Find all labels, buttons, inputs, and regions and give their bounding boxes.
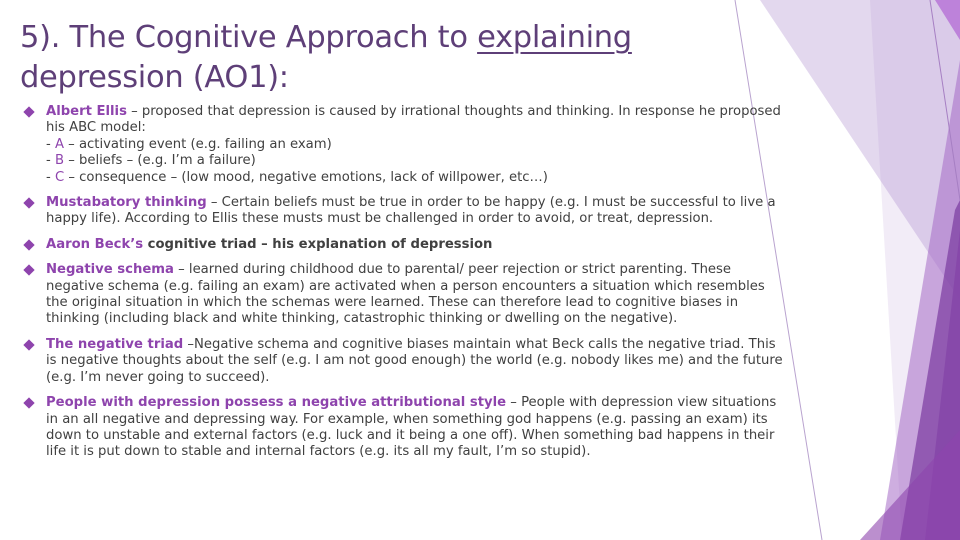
bullet-text: cognitive triad – his explanation of depression xyxy=(143,236,493,252)
bullet-list xyxy=(24,104,784,461)
diamond-bullet-icon xyxy=(23,239,34,250)
abc-letter: A xyxy=(54,136,64,152)
title-part-2: depression (AO1): xyxy=(20,60,289,95)
abc-letter: B xyxy=(54,153,65,169)
bullet-highlight: People with depression possess a negative attributional style xyxy=(46,395,507,411)
bullet-text: – Certain beliefs must be true in order to be happy (e.g. I must be successful to live a happy life). According to Ellis these musts must be challenged in order to avoid, or treat, depression. xyxy=(46,195,776,227)
bullet-text: – learned during childhood due to parental/ peer rejection or strict parenting. These negative schema (e.g. failing an exam) are activated when a person encounters a situation which resembles the original situation in which the schemas were learned. These can therefore lead to cognitive biases in thinking (including black and white thinking, catastrophic thinking or dwelling on the negative). xyxy=(46,262,765,327)
bullet-highlight: Negative schema xyxy=(46,262,174,278)
diamond-bullet-icon xyxy=(23,197,34,208)
diamond-bullet-icon xyxy=(23,265,34,276)
diamond-bullet-icon xyxy=(23,339,34,350)
abc-prefix: - xyxy=(46,136,55,152)
abc-item-b xyxy=(46,153,784,169)
abc-prefix: - xyxy=(46,153,55,169)
abc-item-a xyxy=(46,137,784,153)
bullet-highlight: Aaron Beck’s xyxy=(46,236,144,252)
bullet-text: –Negative schema and cognitive biases maintain what Beck calls the negative triad. This is negative thoughts about the self (e.g. I am not good enough) the world (e.g. nobody likes me) and the future (e.g. I’m never going to succeed). xyxy=(46,336,783,385)
bullet-highlight: The negative triad xyxy=(46,336,184,352)
bullet-highlight: Albert Ellis xyxy=(46,104,127,119)
bullet-negative-schema xyxy=(24,262,784,328)
title-underlined-word: explaining xyxy=(477,20,632,55)
bullet-text: – proposed that depression is caused by irrational thoughts and thinking. In response he proposed his ABC model: xyxy=(46,104,781,136)
bullet-highlight: Mustabatory thinking xyxy=(46,195,207,211)
bullet-text: – People with depression view situations in an all negative and depressing way. For example, when something god happens (e.g. passing an exam) its down to unstable and external factors (e.g. luck and it being a one off). When something bad happens in their life it is put down to stable and internal factors (e.g. its all my fault, I’m so stupid). xyxy=(46,395,777,460)
abc-letter: C xyxy=(54,169,65,185)
abc-text: – consequence – (low mood, negative emotions, lack of willpower, etc…) xyxy=(64,169,548,185)
page-title xyxy=(20,18,740,98)
abc-item-c xyxy=(46,170,784,186)
bullet-aaron-beck xyxy=(24,237,784,253)
abc-prefix: - xyxy=(46,169,55,185)
bullet-attributional-style xyxy=(24,395,784,461)
bullet-mustabatory-thinking xyxy=(24,195,784,228)
abc-text: – activating event (e.g. failing an exam) xyxy=(63,136,332,152)
diamond-bullet-icon xyxy=(23,106,34,117)
bullet-albert-ellis xyxy=(24,104,784,186)
bullet-negative-triad xyxy=(24,337,784,386)
diamond-bullet-icon xyxy=(23,397,34,408)
title-part-1: 5). The Cognitive Approach to xyxy=(20,20,478,55)
abc-text: – beliefs – (e.g. I’m a failure) xyxy=(64,153,256,169)
